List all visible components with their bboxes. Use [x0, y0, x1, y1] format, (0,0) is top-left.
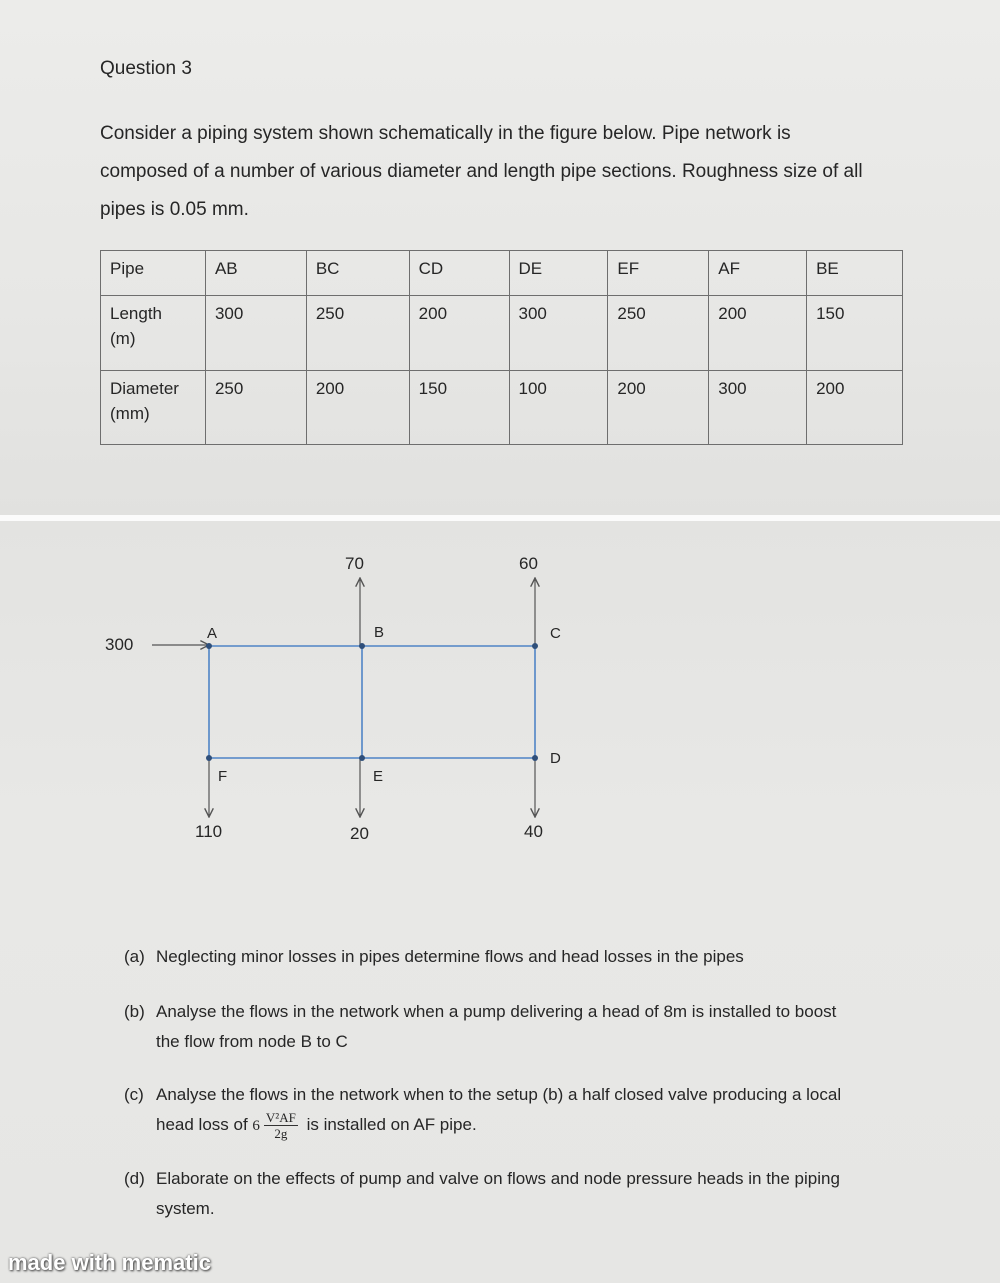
table-cell: 300: [509, 296, 608, 371]
table-cell: 300: [205, 296, 306, 371]
outflow-value-b: 70: [345, 554, 364, 573]
table-header-cell: EF: [608, 251, 709, 296]
node-f: [206, 755, 212, 761]
intro-line: Consider a piping system shown schematically in the figure below. Pipe network is: [100, 123, 791, 144]
pipe-data-table: [100, 250, 903, 445]
part-text: Analyse the flows in the network when to the setup (b) a half closed valve producing a local: [156, 1085, 842, 1104]
table-row-diameter: [101, 371, 903, 445]
table-cell: 250: [306, 296, 409, 371]
velocity-head-fraction: [264, 1110, 298, 1141]
table-cell: 200: [608, 371, 709, 445]
node-d: [532, 755, 538, 761]
table-header-cell: BC: [306, 251, 409, 296]
part-text: is installed on AF pipe.: [306, 1115, 477, 1134]
part-label: (d): [124, 1169, 145, 1188]
part-text: Elaborate on the effects of pump and valve on flows and node pressure heads in the piping: [156, 1169, 840, 1188]
question-intro: [100, 115, 920, 229]
part-text: system.: [156, 1199, 215, 1218]
table-header-cell: Pipe: [101, 251, 206, 296]
table-row-length: [101, 296, 903, 371]
row-label-line: Diameter: [110, 379, 179, 398]
part-b: [124, 997, 904, 1057]
table-header-cell: AF: [709, 251, 807, 296]
intro-line: composed of a number of various diameter and length pipe sections. Roughness size of all: [100, 161, 863, 182]
part-c: [124, 1080, 904, 1141]
table-cell: 250: [205, 371, 306, 445]
node-label-c: C: [550, 625, 561, 642]
outflow-value-c: 60: [519, 554, 538, 573]
inflow-value-a: 300: [105, 635, 134, 654]
table-cell: 200: [306, 371, 409, 445]
table-cell: 200: [709, 296, 807, 371]
node-a: [206, 643, 212, 649]
node-label-d: D: [550, 750, 561, 767]
part-text: head loss of: [156, 1115, 248, 1134]
table-cell: 150: [807, 296, 903, 371]
node-label-b: B: [374, 624, 385, 641]
table-header-row: [101, 251, 903, 296]
mematic-watermark: made with mematic: [8, 1250, 211, 1275]
node-label-f: F: [218, 768, 228, 785]
table-cell: 200: [807, 371, 903, 445]
node-label-e: E: [373, 768, 384, 785]
row-label-line: (m): [110, 329, 136, 348]
part-label: (c): [124, 1085, 144, 1104]
fraction-denominator: 2g: [274, 1126, 288, 1142]
part-d: [124, 1164, 904, 1224]
part-label: (a): [124, 947, 145, 966]
table-cell: 150: [409, 371, 509, 445]
row-label-line: Length: [110, 304, 162, 323]
node-e: [359, 755, 365, 761]
table-header-cell: AB: [205, 251, 306, 296]
outflow-value-d: 40: [524, 822, 543, 841]
fraction-numerator: V²AF: [265, 1110, 296, 1126]
table-header-cell: DE: [509, 251, 608, 296]
row-label-line: (mm): [110, 404, 150, 423]
part-text: the flow from node B to C: [156, 1032, 348, 1051]
part-a: [124, 942, 904, 972]
part-text: Neglecting minor losses in pipes determine flows and head losses in the pipes: [156, 947, 744, 966]
part-text: Analyse the flows in the network when a pump delivering a head of 8m is installed to boost: [156, 1002, 837, 1021]
node-label-a: A: [207, 625, 218, 642]
table-cell: 200: [409, 296, 509, 371]
table-cell: 250: [608, 296, 709, 371]
question-title: Question 3: [100, 58, 192, 79]
outflow-value-f: 110: [195, 822, 223, 841]
row-label-cell: [101, 296, 206, 371]
pipe-network-diagram: [0, 521, 1000, 861]
part-text-line2: [156, 1110, 904, 1141]
coefficient: 6: [252, 1118, 260, 1134]
table-cell: 100: [509, 371, 608, 445]
table-cell: 300: [709, 371, 807, 445]
intro-line: pipes is 0.05 mm.: [100, 199, 249, 220]
part-label: (b): [124, 1002, 145, 1021]
table-header-cell: BE: [807, 251, 903, 296]
node-c: [532, 643, 538, 649]
row-label-cell: [101, 371, 206, 445]
table-header-cell: CD: [409, 251, 509, 296]
node-b: [359, 643, 365, 649]
outflow-value-e: 20: [350, 824, 369, 843]
